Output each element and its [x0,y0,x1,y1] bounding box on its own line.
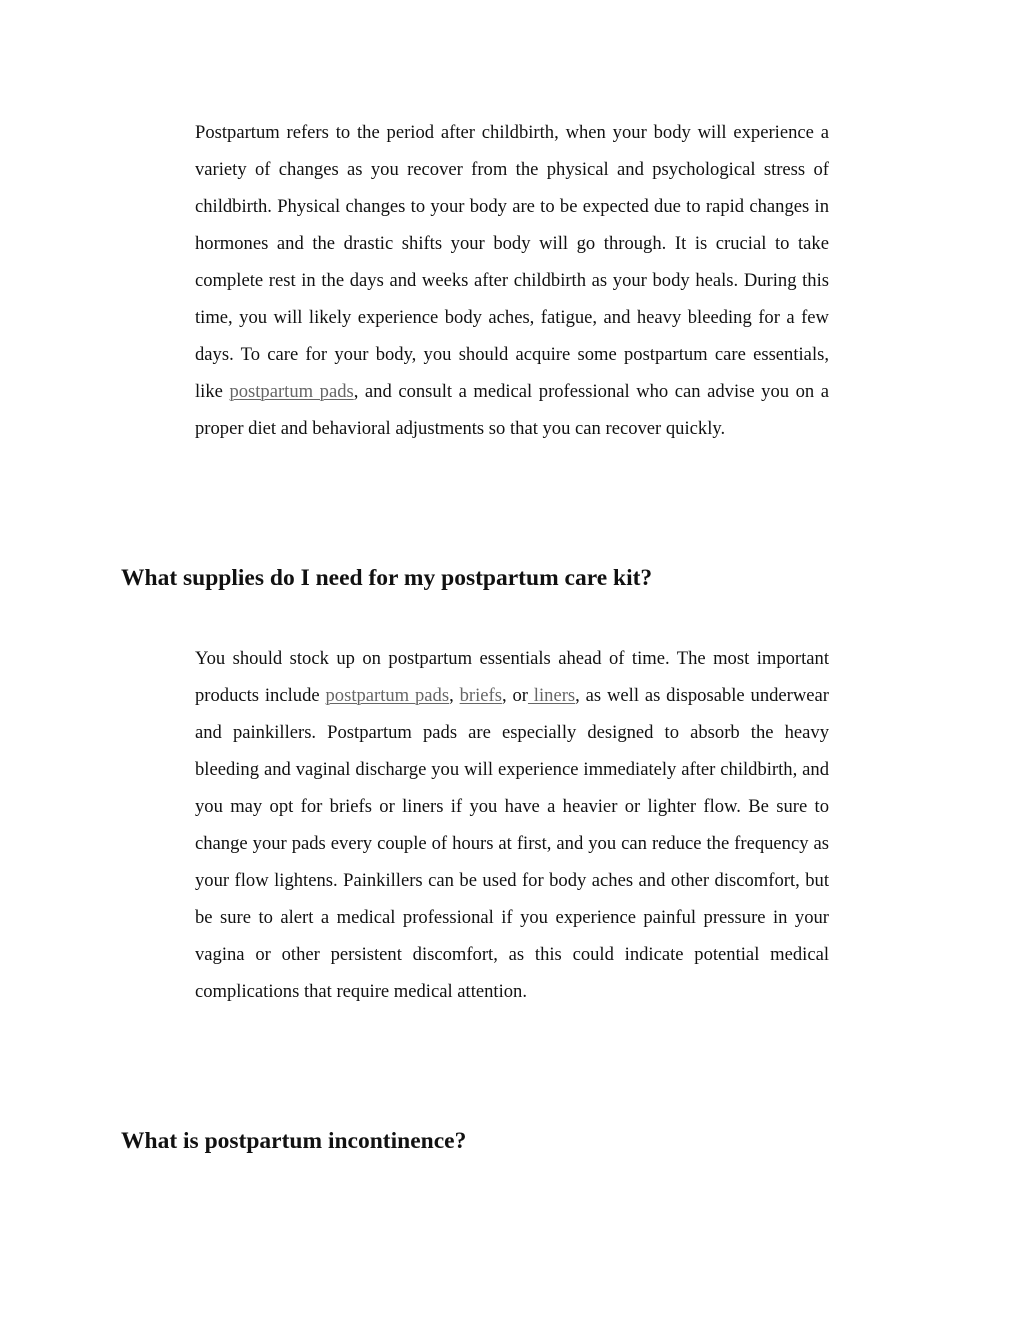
intro-text-start: Postpartum refers to the period after childbirth, when your body will experience a variety of changes as you recover from the physical and psychological stress of childbirth. Physical changes to your body are to be expected due to rapid changes in hormones and the drastic shifts your body will go through. It is crucial to take complete rest in the days and weeks after childbirth as your body heals. During this time, you will likely experience body aches, fatigue, and heavy bleeding for a few days. To care for your body, you should acquire some postpartum care essentials, like [195,122,829,402]
intro-paragraph [195,114,829,447]
intro-text-end: , and consult a medical professional who can advise you on a proper diet and behavioral adjustments so that you can recover quickly. [195,381,829,439]
supplies-text-start: You should stock up on postpartum essentials ahead of time. The most important products include [195,648,829,706]
briefs-link[interactable]: briefs [459,685,502,706]
separator-text: , [449,685,460,706]
supplies-heading: What supplies do I need for my postpartum care kit? [121,565,653,591]
separator-text: , or [501,685,528,706]
incontinence-heading: What is postpartum incontinence? [121,1128,467,1154]
supplies-text-end: , as well as disposable underwear and painkillers. Postpartum pads are especially designed to absorb the heavy bleeding and vaginal discharge you will experience immediately after childbirth, and you may opt for briefs or liners if you have a heavier or lighter flow. Be sure to change your pads every couple of hours at first, and you can reduce the frequency as your flow lightens. Painkillers can be used for body aches and other discomfort, but be sure to alert a medical professional if you experience painful pressure in your vagina or other persistent discomfort, as this could indicate potential medical complications that require medical attention. [195,685,829,1002]
supplies-paragraph [195,640,829,1010]
postpartum-pads-link[interactable]: postpartum pads [229,381,354,402]
postpartum-pads-link[interactable]: postpartum pads [325,685,450,706]
liners-link[interactable]: liners [527,685,576,706]
